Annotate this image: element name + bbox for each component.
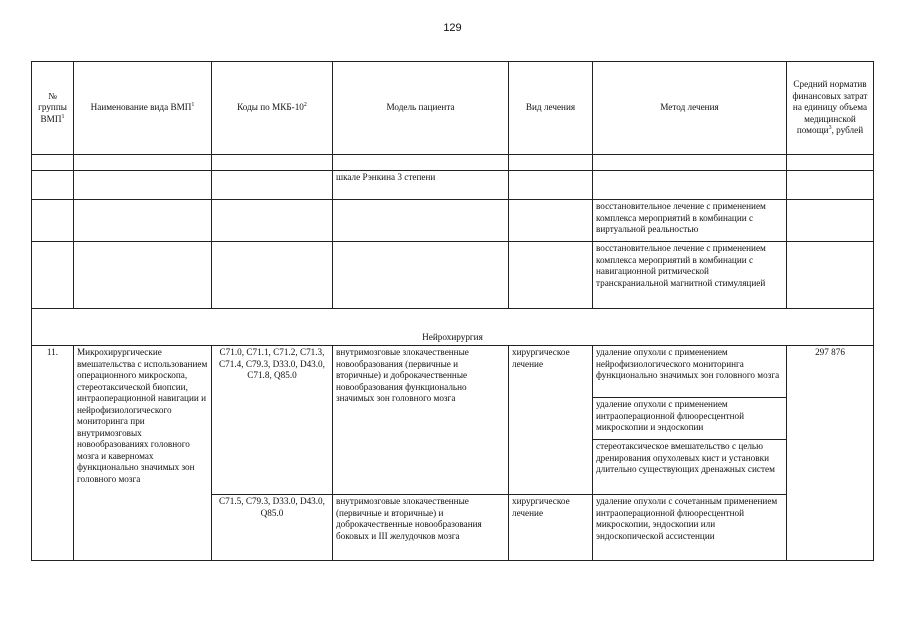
header-cost-norm: Средний норматив финансовых затрат на единицу объема медицинской помощи$^3$, рублей xyxy=(787,62,874,155)
patient-model: внутримозговые злокачественные новообразования (первичные и вторичные) и доброкачественные новообразования функционально значимых зон головного мозга xyxy=(333,346,509,495)
treatment-type: хирургическое лечение xyxy=(509,346,593,495)
treatment-type: хирургическое лечение xyxy=(509,495,593,561)
continuation-row-model xyxy=(32,171,874,200)
cost-norm: 297 876 xyxy=(787,346,874,561)
method-cell: удаление опухоли с применением интраоперационной флюоресцентной микроскопии и эндоскопии xyxy=(593,398,787,440)
patient-model: внутримозговые злокачественные (первичные и вторичные) и доброкачественные новообразования боковых и III желудочков мозга xyxy=(333,495,509,561)
section-title: Нейрохирургия xyxy=(32,309,874,346)
model-cell: шкале Рэнкина 3 степени xyxy=(333,171,509,200)
method-cell: восстановительное лечение с применением комплекса мероприятий в комбинации с виртуальной реальностью xyxy=(593,200,787,242)
icd-codes: C71.5, C79.3, D33.0, D43.0, Q85.0 xyxy=(212,495,333,561)
vmp-name: Микрохирургические вмешательства с использованием операционного микроскопа, стереотаксической биопсии, интраоперационной навигации и нейрофизиологического мониторинга при внутримозговых новообразованиях головного мозга и каверномах функционально значимых зон головного мозга xyxy=(74,346,212,561)
method-cell: восстановительное лечение с применением комплекса мероприятий в комбинации с навигационной ритмической транскраниальной магнитной стимуляцией xyxy=(593,242,787,309)
group-11-row-1 xyxy=(32,346,874,398)
header-row xyxy=(32,62,874,155)
header-group-number: № группы ВМП$^1$ xyxy=(32,62,74,155)
empty-row xyxy=(32,155,874,171)
group-number: 11. xyxy=(32,346,74,561)
icd-codes: C71.0, C71.1, C71.2, C71.3, C71.4, C79.3, D33.0, D43.0, C71.8, Q85.0 xyxy=(212,346,333,495)
continuation-row-method-2 xyxy=(32,242,874,309)
section-row xyxy=(32,309,874,346)
method-cell: удаление опухоли с сочетанным применением интраоперационной флюоресцентной микроскопии, эндоскопии или эндоскопической ассистенции xyxy=(593,495,787,561)
header-treatment-type: Вид лечения xyxy=(509,62,593,155)
header-vmp-name: Наименование вида ВМП$^1$ xyxy=(74,62,212,155)
header-treatment-method: Метод лечения xyxy=(593,62,787,155)
page-number: 129 xyxy=(443,22,462,34)
method-cell: стереотаксическое вмешательство с целью дренирования опухолевых кист и установки длительно существующих дренажных систем xyxy=(593,440,787,495)
vmp-table xyxy=(31,61,874,561)
header-patient-model: Модель пациента xyxy=(333,62,509,155)
method-cell: удаление опухоли с применением нейрофизиологического мониторинга функционально значимых зон головного мозга xyxy=(593,346,787,398)
continuation-row-method-1 xyxy=(32,200,874,242)
header-icd-codes: Коды по МКБ-$10^2$ xyxy=(212,62,333,155)
